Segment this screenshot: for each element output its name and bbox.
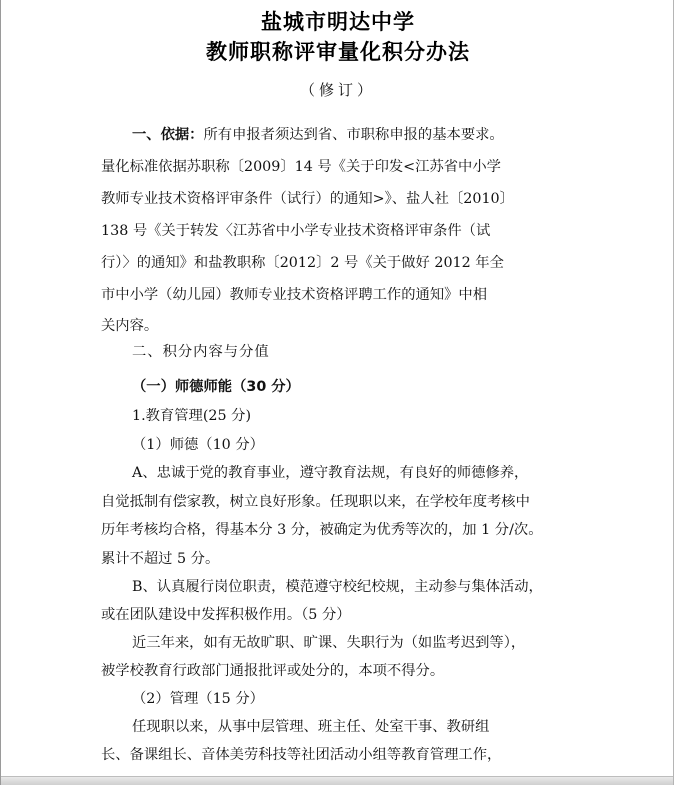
section1-line: 138 号《关于转发〈江苏省中小学专业技术资格评审条件（试 [101, 223, 491, 239]
document-subtitle: （修订） [299, 81, 376, 99]
section1-line: 教师专业技术资格评审条件（试行）的通知>》、盐人社〔2010〕 [101, 191, 514, 207]
section1-line: 量化标准依据苏职称〔2009〕14 号《关于印发<江苏省中小学 [101, 159, 501, 175]
paragraph-b-line: B、认真履行岗位职责，模范遵守校纪校规，主动参与集体活动， [132, 579, 543, 595]
section1-text: 所有申报者须达到省、市职称申报的基本要求。 [203, 127, 504, 143]
section1-line: 市中小学（幼儿园）教师专业技术资格评聘工作的通知》中相 [101, 287, 488, 303]
paragraph-b-line: 或在团队建设中发挥积极作用。（5 分） [101, 607, 351, 623]
paragraph-c-line: 近三年来，如有无故旷职、旷课、失职行为（如监考迟到等）， [132, 635, 526, 651]
section1-heading: 一、依据： [132, 127, 204, 143]
section1-line: 行）〉的通知》和盐教职称〔2012〕2 号《关于做好 2012 年全 [101, 255, 504, 271]
subsection-heading: （一）师德师能（30 分） [132, 379, 300, 395]
section1-first-line [132, 128, 504, 142]
item-heading: 1.教育管理(25 分) [132, 408, 252, 424]
paragraph-d-line: 任现职以来，从事中层管理、班主任、处室干事、教研组 [132, 719, 490, 735]
item-subheading: （1）师德（10 分） [132, 437, 264, 453]
paragraph-a-line: 累计不超过 5 分。 [101, 551, 220, 567]
page-bottom-edge [1, 776, 673, 785]
paragraph-a-line: 自觉抵制有偿家教，树立良好形象。任现职以来，在学校年度考核中 [101, 494, 530, 510]
document-title-line-2: 教师职称评审量化积分办法 [206, 40, 470, 64]
paragraph-a-line: 历年考核均合格，得基本分 3 分，被确定为优秀等次的，加 1 分/次。 [101, 522, 543, 538]
section1-line: 关内容。 [101, 318, 159, 334]
paragraph-a-line: A、忠诚于党的教育事业，遵守教育法规，有良好的师德修养， [132, 465, 529, 481]
document-title-line-1: 盐城市明达中学 [261, 10, 415, 34]
item-subheading: （2）管理（15 分） [132, 691, 264, 707]
paragraph-d-line: 长、备课组长、音体美劳科技等社团活动小组等教育管理工作， [101, 747, 502, 763]
paragraph-c-line: 被学校教育行政部门通报批评或处分的，本项不得分。 [101, 663, 445, 679]
section2-heading: 二、积分内容与分值 [132, 344, 270, 360]
